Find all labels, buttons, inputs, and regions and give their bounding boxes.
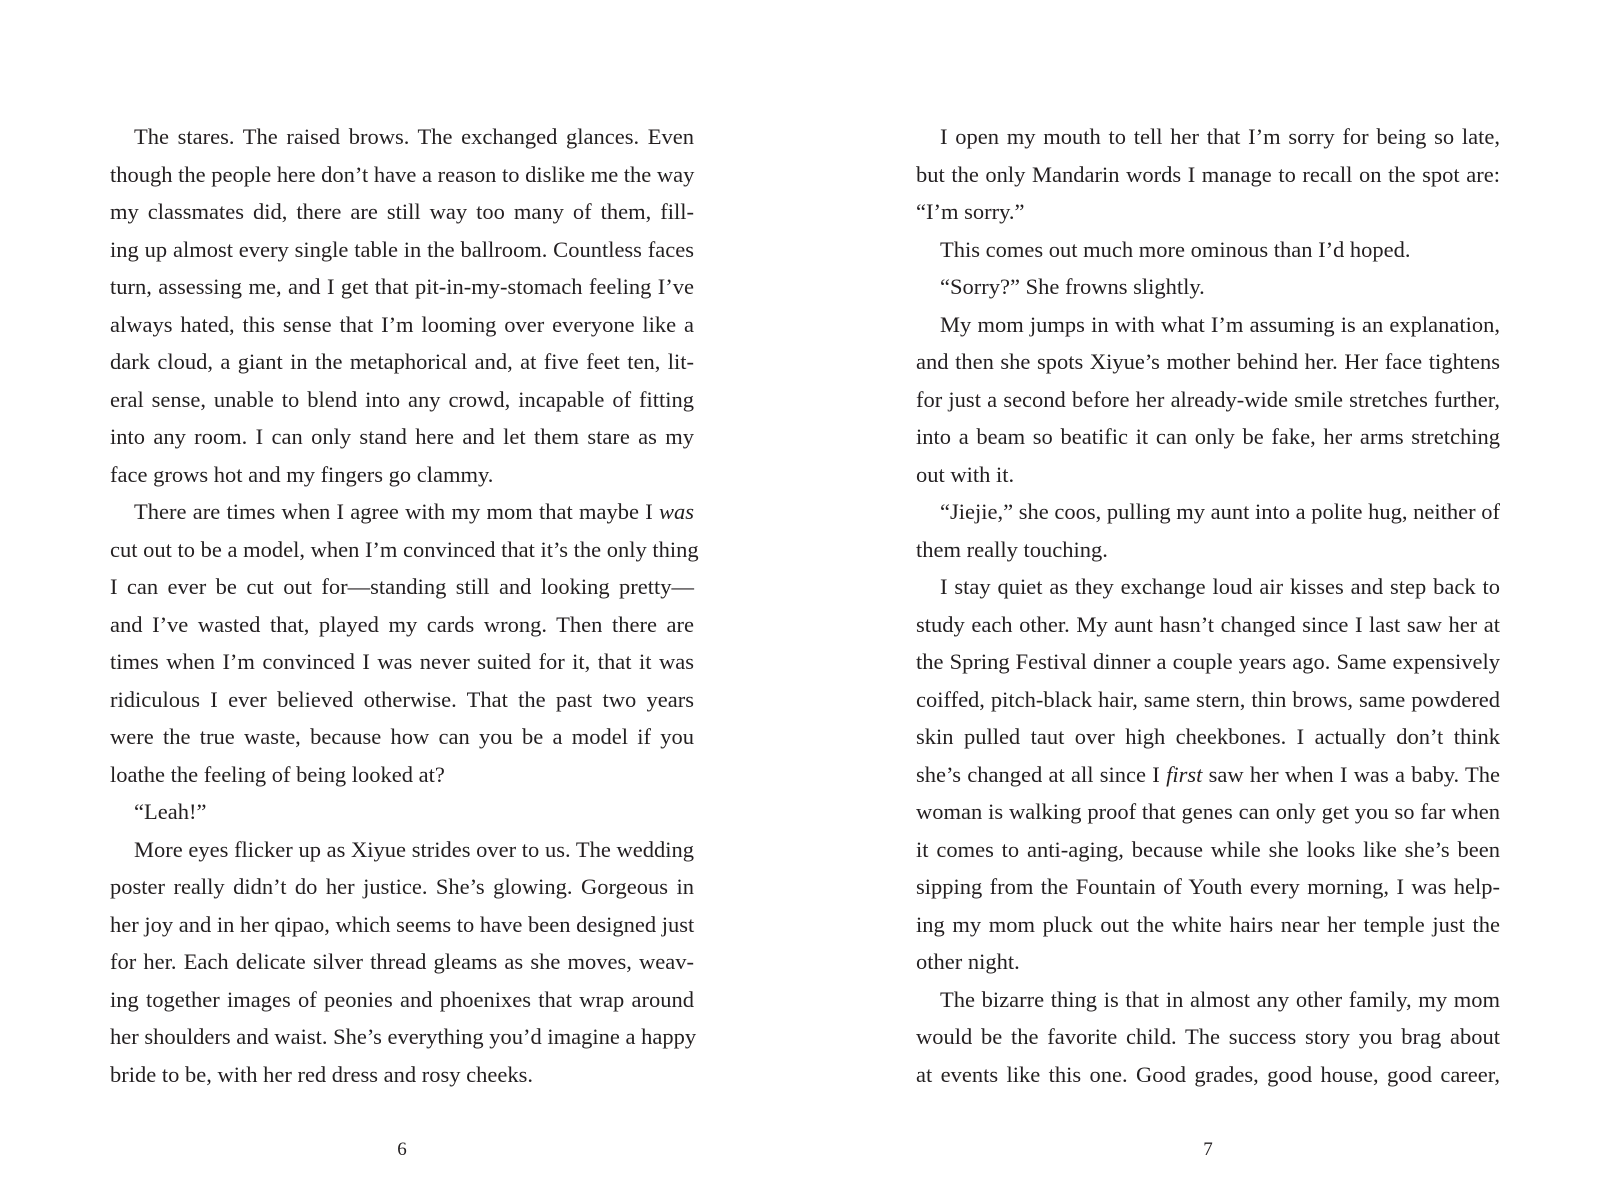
line-text: I can ever be cut out for—standing still and looking pretty— [110, 574, 694, 599]
text-line [110, 681, 694, 719]
text-line [916, 231, 1500, 269]
text-line [916, 943, 1500, 981]
line-text: coiffed, pitch-black hair, same stern, thin brows, same powdered [916, 686, 1500, 712]
text-line [110, 718, 694, 756]
line-text: into any room. I can only stand here and let them stare as my [110, 424, 694, 449]
text-line [916, 906, 1500, 944]
text-line [110, 643, 694, 681]
text-line [110, 831, 694, 869]
line-text: she’s changed at all since I [916, 761, 1160, 787]
line-text: but the only Mandarin words I manage to recall on the spot are: [916, 161, 1500, 187]
text-line [916, 793, 1500, 831]
text-line [916, 718, 1500, 756]
line-text: it comes to anti-aging, because while she looks like she’s been [916, 836, 1500, 862]
text-line [110, 381, 694, 419]
text-line [916, 568, 1500, 606]
line-text: her joy and in her qipao, which seems to have been designed just [110, 911, 695, 937]
text-line [110, 568, 694, 606]
line-text: More eyes flicker up as Xiyue strides over to us. The wedding [134, 836, 694, 862]
text-line [916, 381, 1500, 419]
line-text: skin pulled taut over high cheekbones. I actually don’t think [916, 724, 1500, 749]
text-line [916, 831, 1500, 869]
text-line [110, 493, 694, 531]
line-text: “Leah!” [134, 799, 207, 824]
text-line [916, 306, 1500, 344]
text-line [110, 343, 694, 381]
text-line [110, 1056, 694, 1094]
line-text: into a beam so beatific it can only be fake, her arms stretching [916, 424, 1500, 449]
text-line [110, 606, 694, 644]
line-text: times when I’m convinced I was never suited for it, that it was [110, 649, 694, 674]
line-text: ing together images of peonies and phoenixes that wrap around [110, 986, 694, 1012]
text-line [110, 981, 694, 1019]
line-text: and then she spots Xiyue’s mother behind her. Her face tightens [916, 349, 1500, 374]
line-text: This comes out much more ominous than I’d hoped. [940, 236, 1411, 262]
text-line [110, 118, 694, 156]
text-line [110, 193, 694, 231]
text-line [916, 343, 1500, 381]
left-page-number: 6 [397, 1139, 407, 1160]
text-line [916, 1018, 1500, 1056]
left-page [110, 118, 699, 1093]
text-line [916, 531, 1500, 569]
line-text: the Spring Festival dinner a couple years ago. Same expensively [916, 649, 1500, 674]
text-line [110, 306, 694, 344]
text-line [916, 643, 1500, 681]
line-text: ing my mom pluck out the white hairs near her temple just the [916, 911, 1500, 937]
text-line [916, 493, 1500, 531]
line-text: I stay quiet as they exchange loud air kisses and step back to [940, 574, 1500, 599]
text-line [916, 868, 1500, 906]
text-line [110, 793, 694, 831]
text-line [110, 756, 694, 794]
line-text: at events like this one. Good grades, good house, good career, [916, 1061, 1500, 1087]
text-line [110, 268, 694, 306]
line-text: I open my mouth to tell her that I’m sorry for being so late, [940, 124, 1500, 149]
line-text: The stares. The raised brows. The exchanged glances. Even [134, 124, 694, 149]
text-line [916, 981, 1500, 1019]
line-text: bride to be, with her red dress and rosy cheeks. [110, 1061, 533, 1087]
text-line [916, 456, 1500, 494]
line-text: for just a second before her already-wide smile stretches further, [916, 386, 1500, 412]
line-text: face grows hot and my fingers go clammy. [110, 461, 494, 487]
line-text: The bizarre thing is that in almost any other family, my mom [940, 986, 1500, 1012]
line-text: my classmates did, there are still way too many of them, fill- [110, 199, 694, 224]
line-text: sipping from the Fountain of Youth every morning, I was help- [916, 874, 1500, 899]
line-text: were the true waste, because how can you be a model if you [110, 724, 694, 749]
line-text: study each other. My aunt hasn’t changed since I last saw her at [916, 611, 1500, 637]
line-text: other night. [916, 949, 1020, 974]
line-text: ridiculous I ever believed otherwise. That the past two years [110, 686, 694, 712]
text-line [916, 118, 1500, 156]
line-text: eral sense, unable to blend into any crowd, incapable of fitting [110, 386, 694, 412]
text-line [110, 231, 694, 269]
text-line [916, 681, 1500, 719]
line-text: “Sorry?” She frowns slightly. [940, 274, 1205, 299]
line-text: them really touching. [916, 536, 1108, 562]
italic-word: first [1166, 761, 1203, 787]
right-page-number: 7 [1203, 1139, 1213, 1160]
line-text: would be the favorite child. The success story you brag about [916, 1024, 1500, 1049]
text-line [110, 456, 694, 494]
text-line [110, 156, 694, 194]
text-line [110, 943, 694, 981]
text-line [916, 193, 1500, 231]
line-text-continued: saw her when I was a baby. The [1208, 761, 1501, 787]
text-line [916, 756, 1500, 794]
line-text: out with it. [916, 461, 1015, 487]
text-line [916, 1056, 1500, 1094]
right-page [916, 118, 1500, 1093]
line-text: for her. Each delicate silver thread gleams as she moves, weav- [110, 949, 694, 974]
line-text: There are times when I agree with my mom that maybe I [134, 499, 653, 524]
line-text: always hated, this sense that I’m looming over everyone like a [110, 311, 694, 337]
text-line [916, 156, 1500, 194]
italic-word: was [658, 499, 694, 524]
line-text: turn, assessing me, and I get that pit-in-my-stomach feeling I’ve [110, 274, 694, 299]
text-line [916, 418, 1500, 456]
text-line [110, 906, 694, 944]
line-text: poster really didn’t do her justice. She’s glowing. Gorgeous in [110, 874, 694, 899]
line-text: “Jiejie,” she coos, pulling my aunt into a polite hug, neither of [940, 499, 1500, 524]
line-text: woman is walking proof that genes can only get you so far when [916, 799, 1500, 824]
line-text: My mom jumps in with what I’m assuming is an explanation, [940, 311, 1500, 337]
line-text: “I’m sorry.” [916, 199, 1025, 224]
text-line [916, 268, 1500, 306]
line-text: her shoulders and waist. She’s everything you’d imagine a happy [110, 1024, 697, 1049]
line-text: and I’ve wasted that, played my cards wrong. Then there are [110, 611, 694, 637]
line-text: though the people here don’t have a reason to dislike me the way [110, 161, 695, 187]
line-text: dark cloud, a giant in the metaphorical and, at five feet ten, lit- [110, 349, 694, 374]
line-text: loathe the feeling of being looked at? [110, 761, 445, 787]
text-line [110, 531, 699, 569]
text-line [110, 1018, 697, 1056]
line-text: cut out to be a model, when I’m convinced that it’s the only thing [110, 536, 699, 562]
text-line [916, 606, 1500, 644]
line-text: ing up almost every single table in the ballroom. Countless faces [110, 236, 694, 262]
text-line [110, 418, 694, 456]
text-line [110, 868, 694, 906]
